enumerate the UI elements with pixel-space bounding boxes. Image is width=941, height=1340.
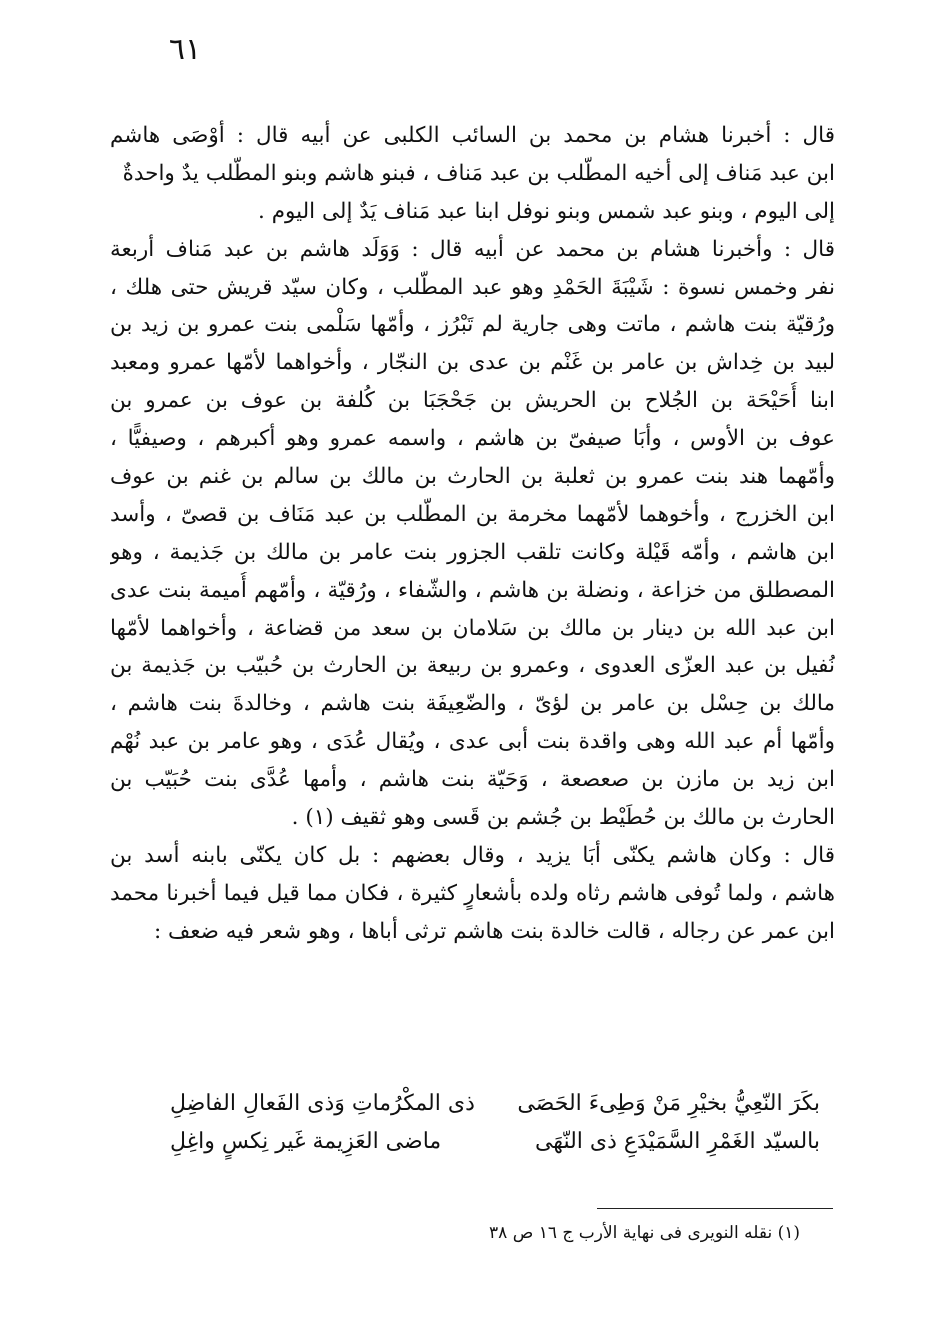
- poem-hemistich-second: ماضى العَزِيمة غَير نِكسٍ واغِلِ: [170, 1129, 442, 1154]
- text-line: مالك بن حِسْل بن عامر بن لؤىّ ، والضّعِيفَة بنت هاشم ، وخالدةَ بنت هاشم ،: [110, 691, 835, 717]
- text-line: ابن عمر عن رجاله ، قالت خالدة بنت هاشم ترثى أباها ، وهو شعر فيه ضعف :: [153, 918, 835, 944]
- main-text: [110, 117, 835, 951]
- text-line: قال : أخبرنا هشام بن محمد بن السائب الكلبى عن أبيه قال : أوْصَى هاشم: [110, 123, 835, 148]
- poem: [170, 1085, 820, 1161]
- text-line: وأمّها أم عبد الله وهى واقدة بنت أبى عدى ، ويُقال عُدَى ، وهو عامر بن عبد نُهْم: [110, 729, 835, 755]
- text-line: إلى اليوم ، وبنو عبد شمس وبنو نوفل ابنا عبد مَناف يَدٌ إلى اليوم .: [258, 198, 835, 224]
- text-line: ابنا أُحَيْحَة بن الجُلاح بن الحريش بن جَحْجَبَا بن كُلفة بن عوف بن عمرو بن: [110, 388, 835, 414]
- text-line: قال : وكان هاشم يكنّى أبَا يزيد ، وقال بعضهم : بل كان يكنّى بابنه أسد بن: [110, 842, 835, 868]
- text-line: وأمّهما هند بنت عمرو بن ثعلبة بن الحارث بن مالك بن سالم بن غنم بن عوف: [110, 464, 835, 490]
- text-line: عوف بن الأوس ، وأبَا صيفىّ بن هاشم ، واسمه عمرو وهو أكبرهم ، وصيفيًّا ،: [110, 426, 835, 452]
- page-number: ٦١: [168, 32, 202, 67]
- text-line: الحارث بن مالك بن حُطَيْط بن جُشم بن قَسى وهو ثقيف (١) .: [291, 805, 835, 831]
- poem-hemistich-first: بكَرَ النّعِيُّ بخيْرِ مَنْ وَطِىءَ الحَصَى: [517, 1091, 820, 1116]
- text-line: هاشم ، ولما تُوفى هاشم رثاه ولده بأشعارٍ كثيرة ، فكان مما قيل فيما أخبرنا محمد: [110, 880, 835, 906]
- text-line: ابن هاشم ، وأمّه قَيْلة وكانت تلقب الجزور بنت عامر بن مالك بن جَذيمة ، وهو: [110, 539, 835, 565]
- footnote: (١) نقله النويرى فى نهاية الأرب ج ١٦ ص ٣٨: [489, 1223, 800, 1243]
- text-line: ابن الخزرج ، وأخوهما لأمّهما مخرمة بن المطّلب بن عبد مَنَاف بن قصىّ ، وأسد: [110, 501, 835, 527]
- text-line: المصطلق من خزاعة ، ونضلة بن هاشم ، والشّفاء ، ورُقيّة ، وأمّهم أُميمة بنت عدى: [110, 577, 835, 603]
- text-line: ابن عبد مَناف إلى أخيه المطّلب بن عبد مَناف ، فبنو هاشم وبنو المطّلب يدٌ واحدةٌ: [122, 160, 835, 186]
- text-line: نُفيل بن عبد العزّى العدوى ، وعمرو بن ربيعة بن الحارث بن حُبيّب بن جَذيمة بن: [110, 653, 835, 679]
- text-line: ابن عبد الله بن دينار بن مالك بن سَلامان بن سعد من قضاعة ، وأخواهما لأمّها: [110, 615, 835, 641]
- poem-hemistich-second: ذى المكْرُماتِ وَذى الفَعالِ الفاضِلِ: [170, 1091, 475, 1116]
- poem-verse: [170, 1123, 820, 1161]
- text-line: ابن زيد بن مازن بن صعصعة ، وَحَيّة بنت هاشم ، وأمها عُدَّى بنت حُبَيّب بن: [110, 767, 835, 793]
- poem-verse: [170, 1085, 820, 1123]
- text-line: ورُقيّة بنت هاشم ، ماتت وهى جارية لم تَبْرُز ، وأمّها سَلْمى بنت عمرو بن زيد بن: [110, 312, 835, 338]
- text-line: قال : وأخبرنا هشام بن محمد عن أبيه قال : وَوَلَد هاشم بن عبد مَناف أربعة: [110, 236, 835, 262]
- text-line: لبيد بن خِداش بن عامر بن غَنْم بن عدى بن النجّار ، وأخواهما لأمّها عمرو ومعبد: [110, 350, 835, 376]
- text-line: نفر وخمس نسوة : شَيْبَةَ الحَمْدِ وهو عبد المطّلب ، وكان سيّد قريش حتى هلك ،: [110, 274, 835, 300]
- poem-hemistich-first: بالسيّد الغَمْرِ السَّمَيْدَعِ ذى النّهَى: [534, 1129, 820, 1154]
- footnote-divider: [597, 1208, 833, 1209]
